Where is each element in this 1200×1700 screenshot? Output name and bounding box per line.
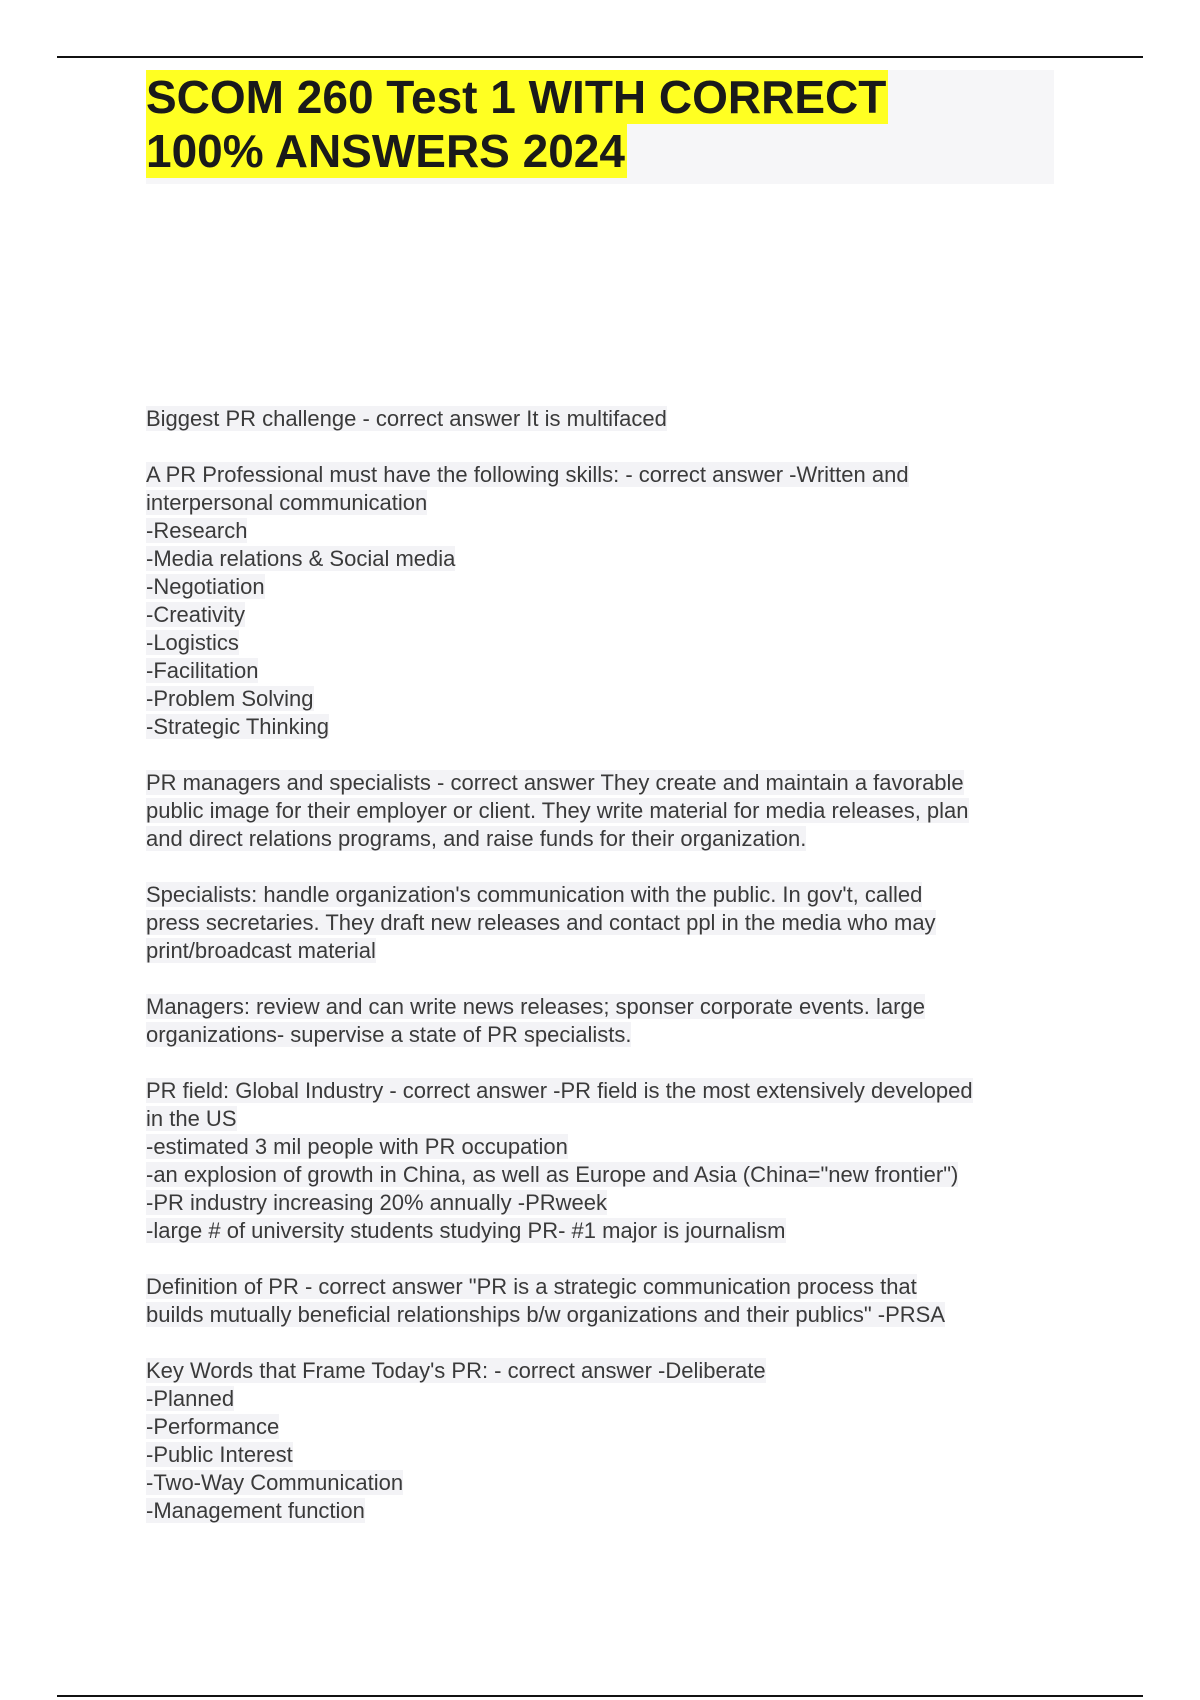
text-line: -Planned bbox=[146, 1386, 235, 1411]
title-line-1: SCOM 260 Test 1 WITH CORRECT bbox=[146, 71, 887, 123]
text-line: A PR Professional must have the following skills: - correct answer -Written and bbox=[146, 462, 909, 487]
text-line: -Performance bbox=[146, 1414, 280, 1439]
text-line: public image for their employer or client. They write material for media releases, plan bbox=[146, 798, 969, 823]
qa-paragraph bbox=[146, 881, 1066, 965]
text-line: Specialists: handle organization's communication with the public. In gov't, called bbox=[146, 882, 923, 907]
text-line: Biggest PR challenge - correct answer It is multifaced bbox=[146, 406, 667, 431]
document-body bbox=[146, 405, 1066, 1525]
qa-paragraph bbox=[146, 1273, 1066, 1329]
qa-paragraph bbox=[146, 1357, 1066, 1525]
text-line: -Strategic Thinking bbox=[146, 714, 330, 739]
text-line: in the US bbox=[146, 1106, 237, 1131]
qa-paragraph bbox=[146, 1077, 1066, 1245]
text-line: Managers: review and can write news releases; sponser corporate events. large bbox=[146, 994, 925, 1019]
qa-paragraph bbox=[146, 769, 1066, 853]
text-line: press secretaries. They draft new releases and contact ppl in the media who may bbox=[146, 910, 936, 935]
text-line: PR managers and specialists - correct answer They create and maintain a favorable bbox=[146, 770, 964, 795]
top-rule bbox=[57, 56, 1143, 58]
text-line: organizations- supervise a state of PR specialists. bbox=[146, 1022, 632, 1047]
text-line: -Management function bbox=[146, 1498, 365, 1523]
text-line: -Facilitation bbox=[146, 658, 259, 683]
text-line: print/broadcast material bbox=[146, 938, 376, 963]
text-line: -Public Interest bbox=[146, 1442, 293, 1467]
text-line: -Problem Solving bbox=[146, 686, 314, 711]
bottom-rule bbox=[57, 1695, 1143, 1697]
text-line: and direct relations programs, and raise funds for their organization. bbox=[146, 826, 807, 851]
title-line-2: 100% ANSWERS 2024 bbox=[146, 125, 625, 177]
text-line: -Creativity bbox=[146, 602, 246, 627]
text-line: -an explosion of growth in China, as well as Europe and Asia (China="new frontier") bbox=[146, 1162, 959, 1187]
text-line: -Media relations & Social media bbox=[146, 546, 456, 571]
text-line: Key Words that Frame Today's PR: - correct answer -Deliberate bbox=[146, 1358, 766, 1383]
text-line: -Negotiation bbox=[146, 574, 265, 599]
text-line: interpersonal communication bbox=[146, 490, 428, 515]
text-line: -Logistics bbox=[146, 630, 239, 655]
text-line: -Research bbox=[146, 518, 248, 543]
qa-paragraph bbox=[146, 461, 1066, 741]
text-line: -PR industry increasing 20% annually -PRweek bbox=[146, 1190, 607, 1215]
text-line: -large # of university students studying PR- #1 major is journalism bbox=[146, 1218, 786, 1243]
text-line: builds mutually beneficial relationships b/w organizations and their publics" -PRSA bbox=[146, 1302, 946, 1327]
qa-paragraph bbox=[146, 993, 1066, 1049]
qa-paragraph bbox=[146, 405, 1066, 433]
text-line: -estimated 3 mil people with PR occupation bbox=[146, 1134, 568, 1159]
document-title bbox=[146, 70, 1054, 184]
text-line: -Two-Way Communication bbox=[146, 1470, 404, 1495]
text-line: PR field: Global Industry - correct answer -PR field is the most extensively developed bbox=[146, 1078, 973, 1103]
text-line: Definition of PR - correct answer "PR is a strategic communication process that bbox=[146, 1274, 917, 1299]
